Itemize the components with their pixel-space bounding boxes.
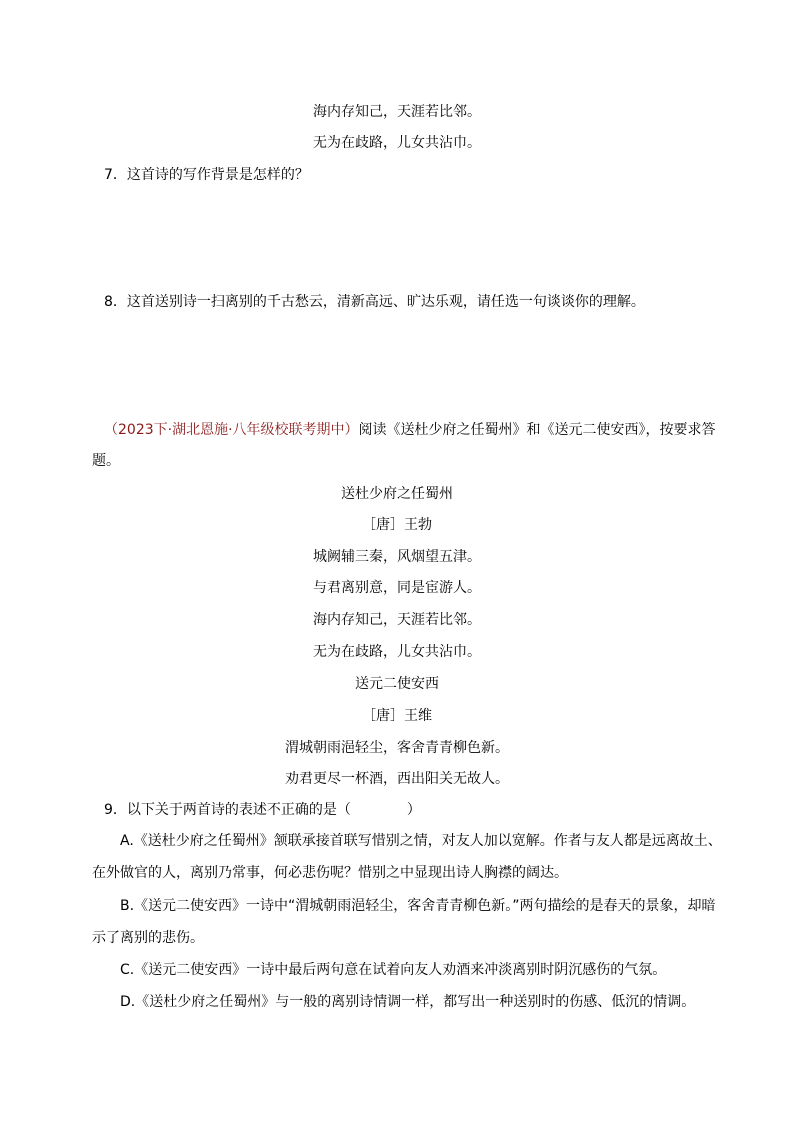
- option-b: B.《送元二使安西》一诗中“渭城朝雨浥轻尘，客舍青青柳色新。”两句描绘的是春天的景象，却暗: [120, 898, 716, 914]
- question-8: [104, 293, 645, 311]
- poem1-line: 与君离别意，同是宦游人。: [313, 580, 481, 596]
- question-text: 这首诗的写作背景是怎样的？: [126, 167, 309, 183]
- poem2-title: 送元二使安西: [355, 676, 439, 692]
- question-text: 这首送别诗一扫离别的千古愁云，清新高远、旷达乐观，请任选一句谈谈你的理解。: [126, 294, 645, 310]
- source-tag: （2023下·湖北恩施·八年级校联考期中）: [104, 422, 359, 438]
- poem2-line: 劝君更尽一杯酒，西出阳关无故人。: [285, 771, 509, 787]
- question-9: [104, 801, 421, 819]
- question-number: 8．: [104, 294, 127, 310]
- instruction-continuation: 题。: [92, 453, 120, 469]
- poem1-title: 送杜少府之任蜀州: [341, 486, 453, 502]
- question-number: 7．: [104, 167, 127, 183]
- poem1-author: ［唐］王勃: [362, 517, 432, 533]
- question-number: 9．: [104, 802, 127, 818]
- poem-line: 无为在歧路，儿女共沾巾。: [313, 135, 481, 151]
- option-a-continuation: 在外做官的人，离别乃常事，何必悲伤呢？惜别之中显现出诗人胸襟的阔达。: [92, 865, 568, 881]
- option-c: C.《送元二使安西》一诗中最后两句意在试着向友人劝酒来冲淡离别时阴沉感伤的气氛。: [120, 962, 667, 978]
- instruction-text: 阅读《送杜少府之任蜀州》和《送元二使安西》，按要求答: [358, 422, 716, 438]
- option-d: D.《送杜少府之任蜀州》与一般的离别诗情调一样，都写出一种送别时的伤感、低沉的情调。: [120, 994, 696, 1010]
- option-b-continuation: 示了离别的悲伤。: [92, 930, 204, 946]
- poem2-author: ［唐］王维: [362, 708, 432, 724]
- poem2-line: 渭城朝雨浥轻尘，客舍青青柳色新。: [285, 740, 509, 756]
- question-7: [104, 166, 309, 184]
- option-a: A.《送杜少府之任蜀州》颔联承接首联写惜别之情，对友人加以宽解。作者与友人都是远离故土、: [120, 833, 722, 849]
- bracket-close: ）: [406, 802, 421, 818]
- poem-line: 海内存知己，天涯若比邻。: [313, 104, 481, 120]
- poem1-line: 城阙辅三秦，风烟望五津。: [313, 549, 481, 565]
- question-text: 以下关于两首诗的表述不正确的是（: [126, 802, 351, 818]
- reading-intro: [104, 421, 716, 439]
- poem1-line: 无为在歧路，儿女共沾巾。: [313, 644, 481, 660]
- poem1-line: 海内存知己，天涯若比邻。: [313, 612, 481, 628]
